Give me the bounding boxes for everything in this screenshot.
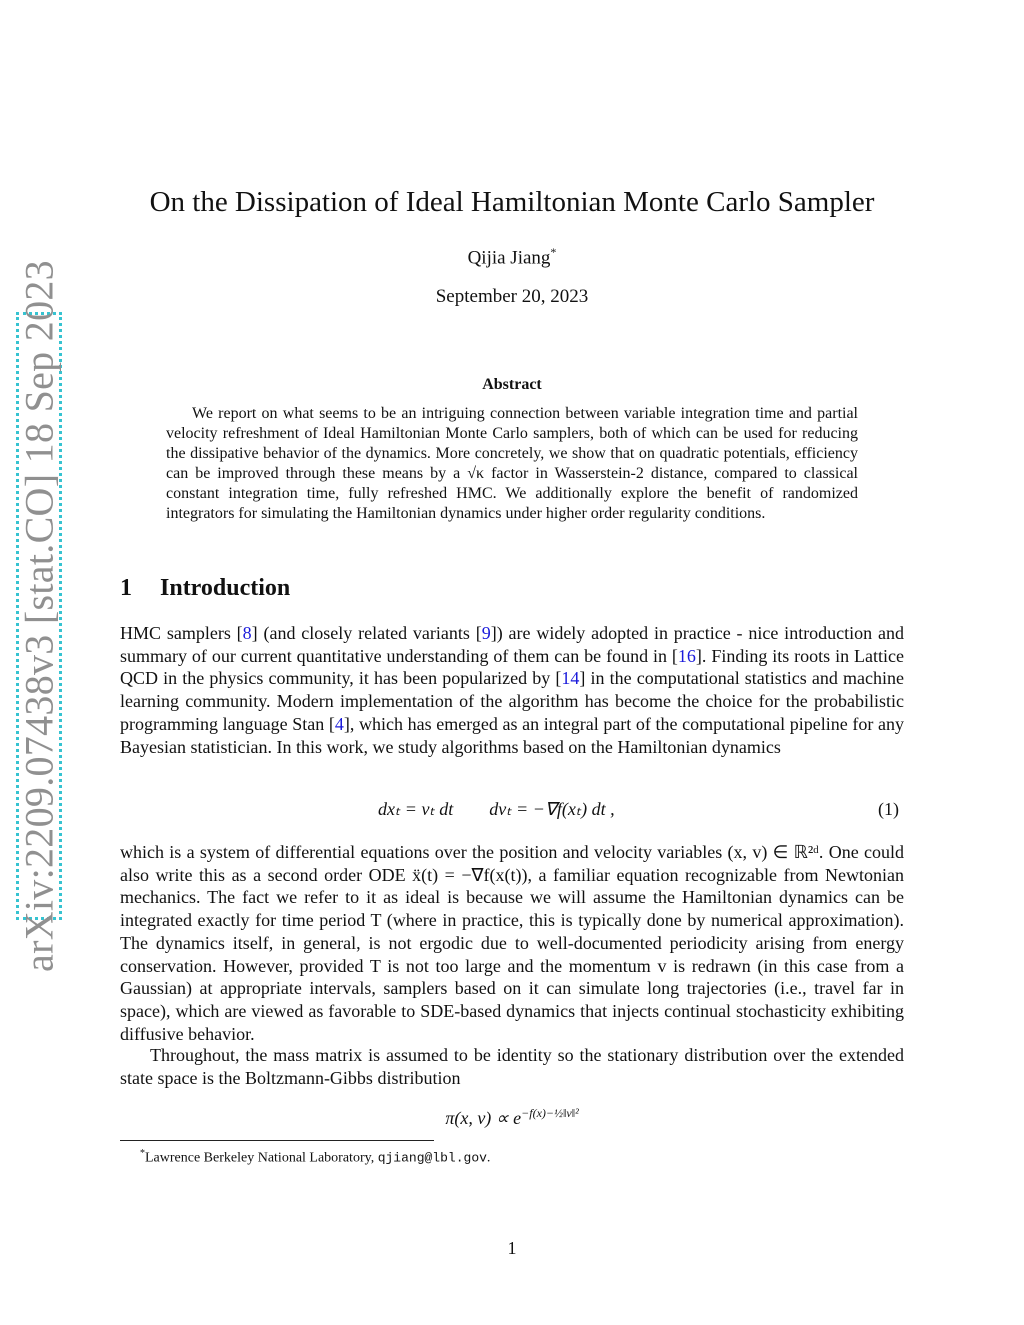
arxiv-stamp (16, 260, 62, 972)
footnote-text: Lawrence Berkeley National Laboratory, (145, 1150, 378, 1166)
footnote (140, 1148, 490, 1167)
equation-boltzmann-gibbs (0, 1106, 1024, 1129)
citation-link[interactable]: 8 (242, 623, 252, 643)
author-footnote-mark: * (550, 245, 557, 259)
intro-paragraph-2: which is a system of differential equations over the position and velocity variables (x, v) ∈ ℝ²ᵈ. One could also write this as a second order ODE ẍ(t) = −∇f(x(t)), a familiar equation recognizable from Newtonian mechanics. The fact we refer to it as ideal is because we will assume the Hamiltonian dynamics can be integrated exactly for time period T (where in practice, this is typically done by numerical approximation). The dynamics itself, in general, is not ergodic due to well-documented periodicity arising from energy conservation. However, provided T is not too large and the momentum v is redrawn (in this case from a Gaussian) at appropriate intervals, samplers based on it can simulate long trajectories (i.e., travel far in space), which are viewed as favorable to SDE-based dynamics that injects continual stochasticity exhibiting diffusive behavior. (120, 842, 904, 1044)
equation-1: dxₜ = vₜ dt dvₜ = −∇f(xₜ) dt , (378, 799, 615, 819)
author (0, 245, 1024, 269)
intro-paragraph-1 (120, 622, 904, 758)
abstract-heading: Abstract (482, 376, 542, 393)
intro-paragraph-3: Throughout, the mass matrix is assumed to be identity so the stationary distribution over the extended state space is the Boltzmann-Gibbs distribution (120, 1045, 904, 1088)
section-title: Introduction (160, 575, 291, 601)
footnote-mark: * (140, 1148, 145, 1159)
author-name: Qijia Jiang (467, 247, 551, 269)
text-run: ], which has emerged as an integral part of the computational pipeline for any Bayesian statistician. In this work, we study algorithms based on the Hamiltonian dynamics (120, 713, 904, 757)
equation-1-number: (1) (878, 799, 899, 819)
citation-link[interactable]: 16 (677, 645, 696, 666)
text-run: ]) are widely adopted in practice - nice introduction and summary of our current quantitative understanding of them can be found in [ (120, 623, 904, 666)
equation-lhs: π(x, v) ∝ e (445, 1108, 522, 1128)
abstract-text: We report on what seems to be an intriguing connection between variable integration time and partial velocity refreshment of Ideal Hamiltonian Monte Carlo samplers, both of which can be used for reducing the dissipative behavior of the dynamics. More concretely, we show that on quadratic potentials, efficiency can be improved through these means by a √κ factor in Wasserstein-2 distance, compared to classical constant integration time, fully refreshed HMC. We additionally explore the benefit of randomized integrators for simulating the Hamiltonian dynamics under higher order regularity conditions. (166, 405, 858, 522)
page-number: 1 (507, 1238, 517, 1258)
footnote-end: . (486, 1150, 491, 1166)
section-number: 1 (120, 575, 132, 601)
citation-link[interactable]: 9 (481, 623, 491, 643)
arxiv-stamp-text: arXiv:2209.07438v3 [stat.CO] 18 Sep 2023 (16, 260, 62, 972)
citation-link[interactable]: 4 (334, 713, 344, 734)
text-run: ] in the computational statistics and machine learning community. Modern implementation of the algorithm has become the choice for the probabilistic programming language Stan [ (120, 668, 904, 734)
footnote-divider (120, 1140, 434, 1141)
date: September 20, 2023 (435, 286, 589, 307)
text-run: ]. Finding its roots in Lattice QCD in the physics community, it has been popularized by [ (120, 645, 904, 689)
text-run: ] (and closely related variants [ (251, 623, 482, 643)
section-heading (120, 575, 290, 602)
citation-link[interactable]: 14 (561, 668, 580, 689)
footnote-email[interactable]: qjiang@lbl.gov (377, 1150, 487, 1166)
equation-exponent: −f(x)−½‖v‖² (521, 1106, 579, 1120)
text-run: HMC samplers [ (120, 623, 243, 643)
paper-title: On the Dissipation of Ideal Hamiltonian Monte Carlo Sampler (149, 186, 875, 218)
